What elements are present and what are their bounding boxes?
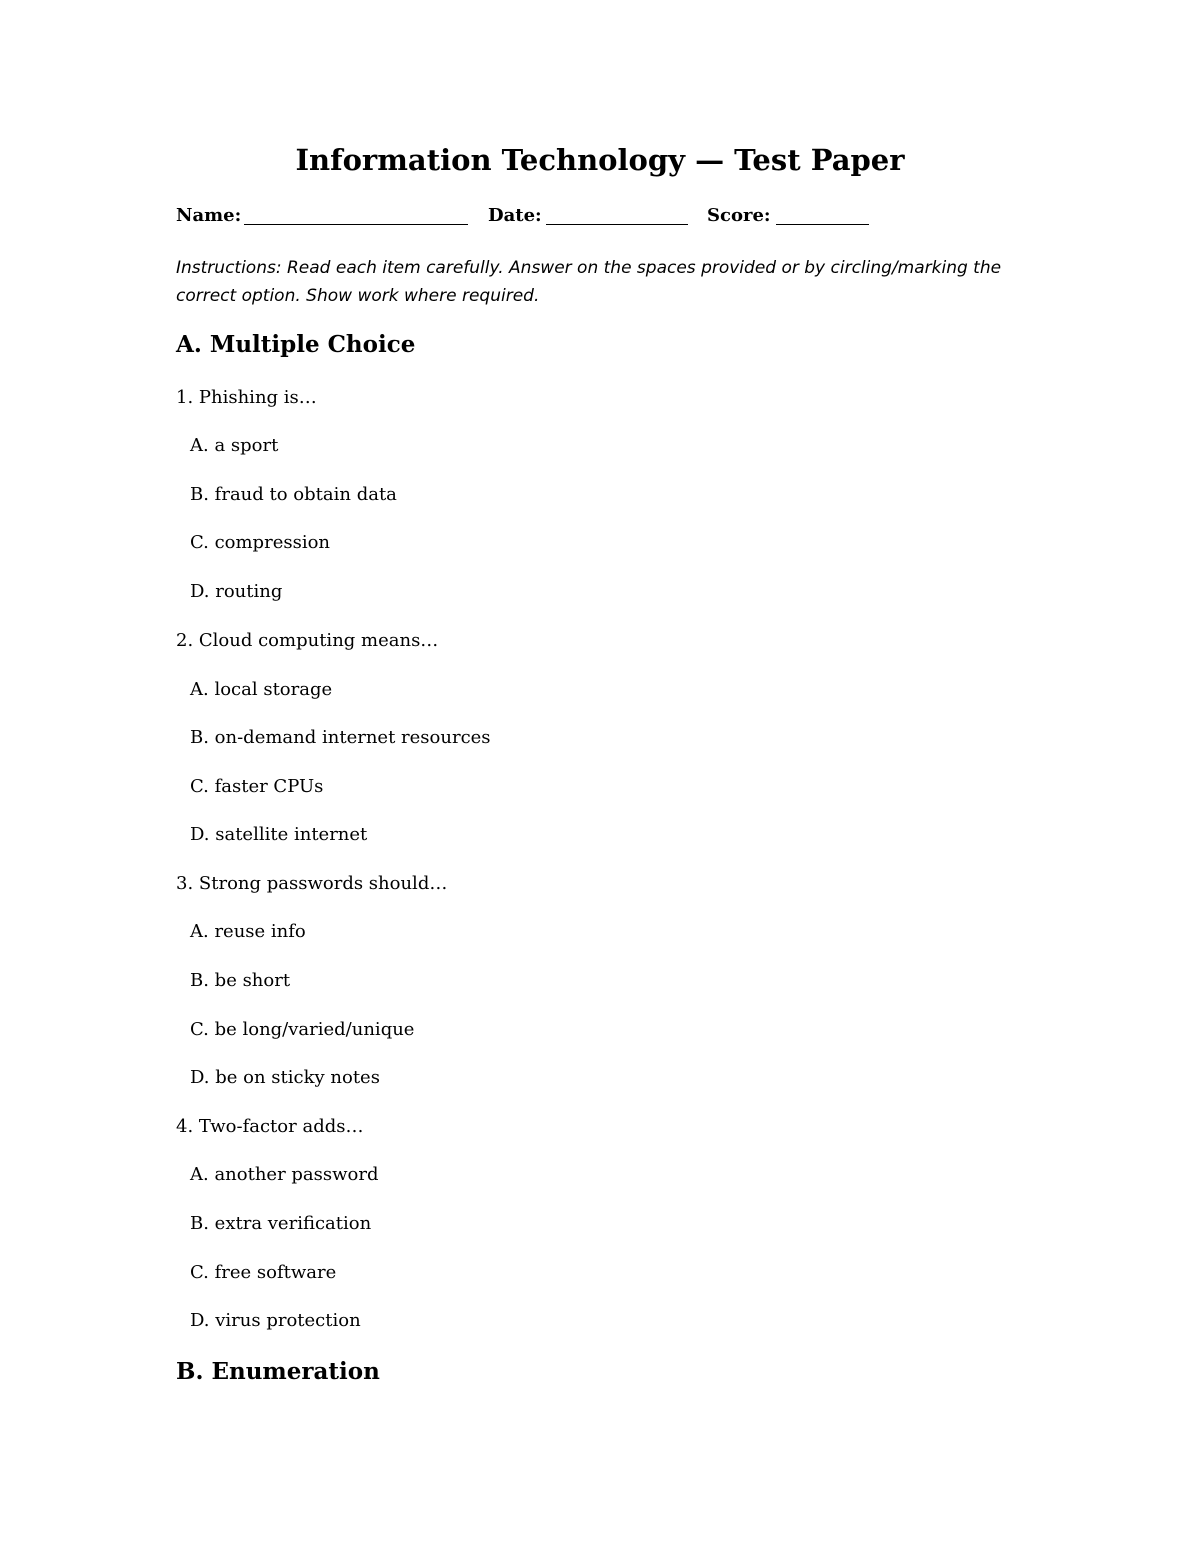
q2-option-a[interactable]: A. local storage [190, 679, 333, 700]
q3-option-a[interactable]: A. reuse info [190, 921, 306, 942]
q4-option-a[interactable]: A. another password [190, 1164, 379, 1185]
name-label: Name: [176, 205, 242, 226]
section-heading-enumeration: B. Enumeration [176, 1358, 380, 1385]
question-2: 2. Cloud computing means… [176, 630, 439, 651]
instructions-text: Instructions: Read each item carefully. Answer on the spaces provided or by circling/marking the correct option. Show work where required. [176, 258, 1002, 306]
q4-option-b[interactable]: B. extra verification [190, 1213, 372, 1234]
score-label: Score: [707, 205, 771, 226]
q2-option-b[interactable]: B. on-demand internet resources [190, 727, 491, 748]
q1-option-a[interactable]: A. a sport [190, 435, 279, 456]
date-blank[interactable] [546, 224, 688, 225]
q4-option-d[interactable]: D. virus protection [190, 1310, 361, 1331]
section-heading-multiple-choice: A. Multiple Choice [176, 331, 416, 358]
q3-option-c[interactable]: C. be long/varied/unique [190, 1019, 415, 1040]
q4-option-c[interactable]: C. free software [190, 1262, 337, 1283]
q1-option-c[interactable]: C. compression [190, 532, 331, 553]
q2-option-d[interactable]: D. satellite internet [190, 824, 368, 845]
score-blank[interactable] [776, 224, 869, 225]
q1-option-b[interactable]: B. fraud to obtain data [190, 484, 397, 505]
q2-option-c[interactable]: C. faster CPUs [190, 776, 324, 797]
name-blank[interactable] [244, 224, 468, 225]
q3-option-d[interactable]: D. be on sticky notes [190, 1067, 380, 1088]
question-1: 1. Phishing is… [176, 387, 317, 408]
question-4: 4. Two-factor adds… [176, 1116, 364, 1137]
date-label: Date: [488, 205, 542, 226]
q3-option-b[interactable]: B. be short [190, 970, 291, 991]
question-3: 3. Strong passwords should… [176, 873, 448, 894]
page-title: Information Technology — Test Paper [295, 143, 905, 177]
q1-option-d[interactable]: D. routing [190, 581, 283, 602]
